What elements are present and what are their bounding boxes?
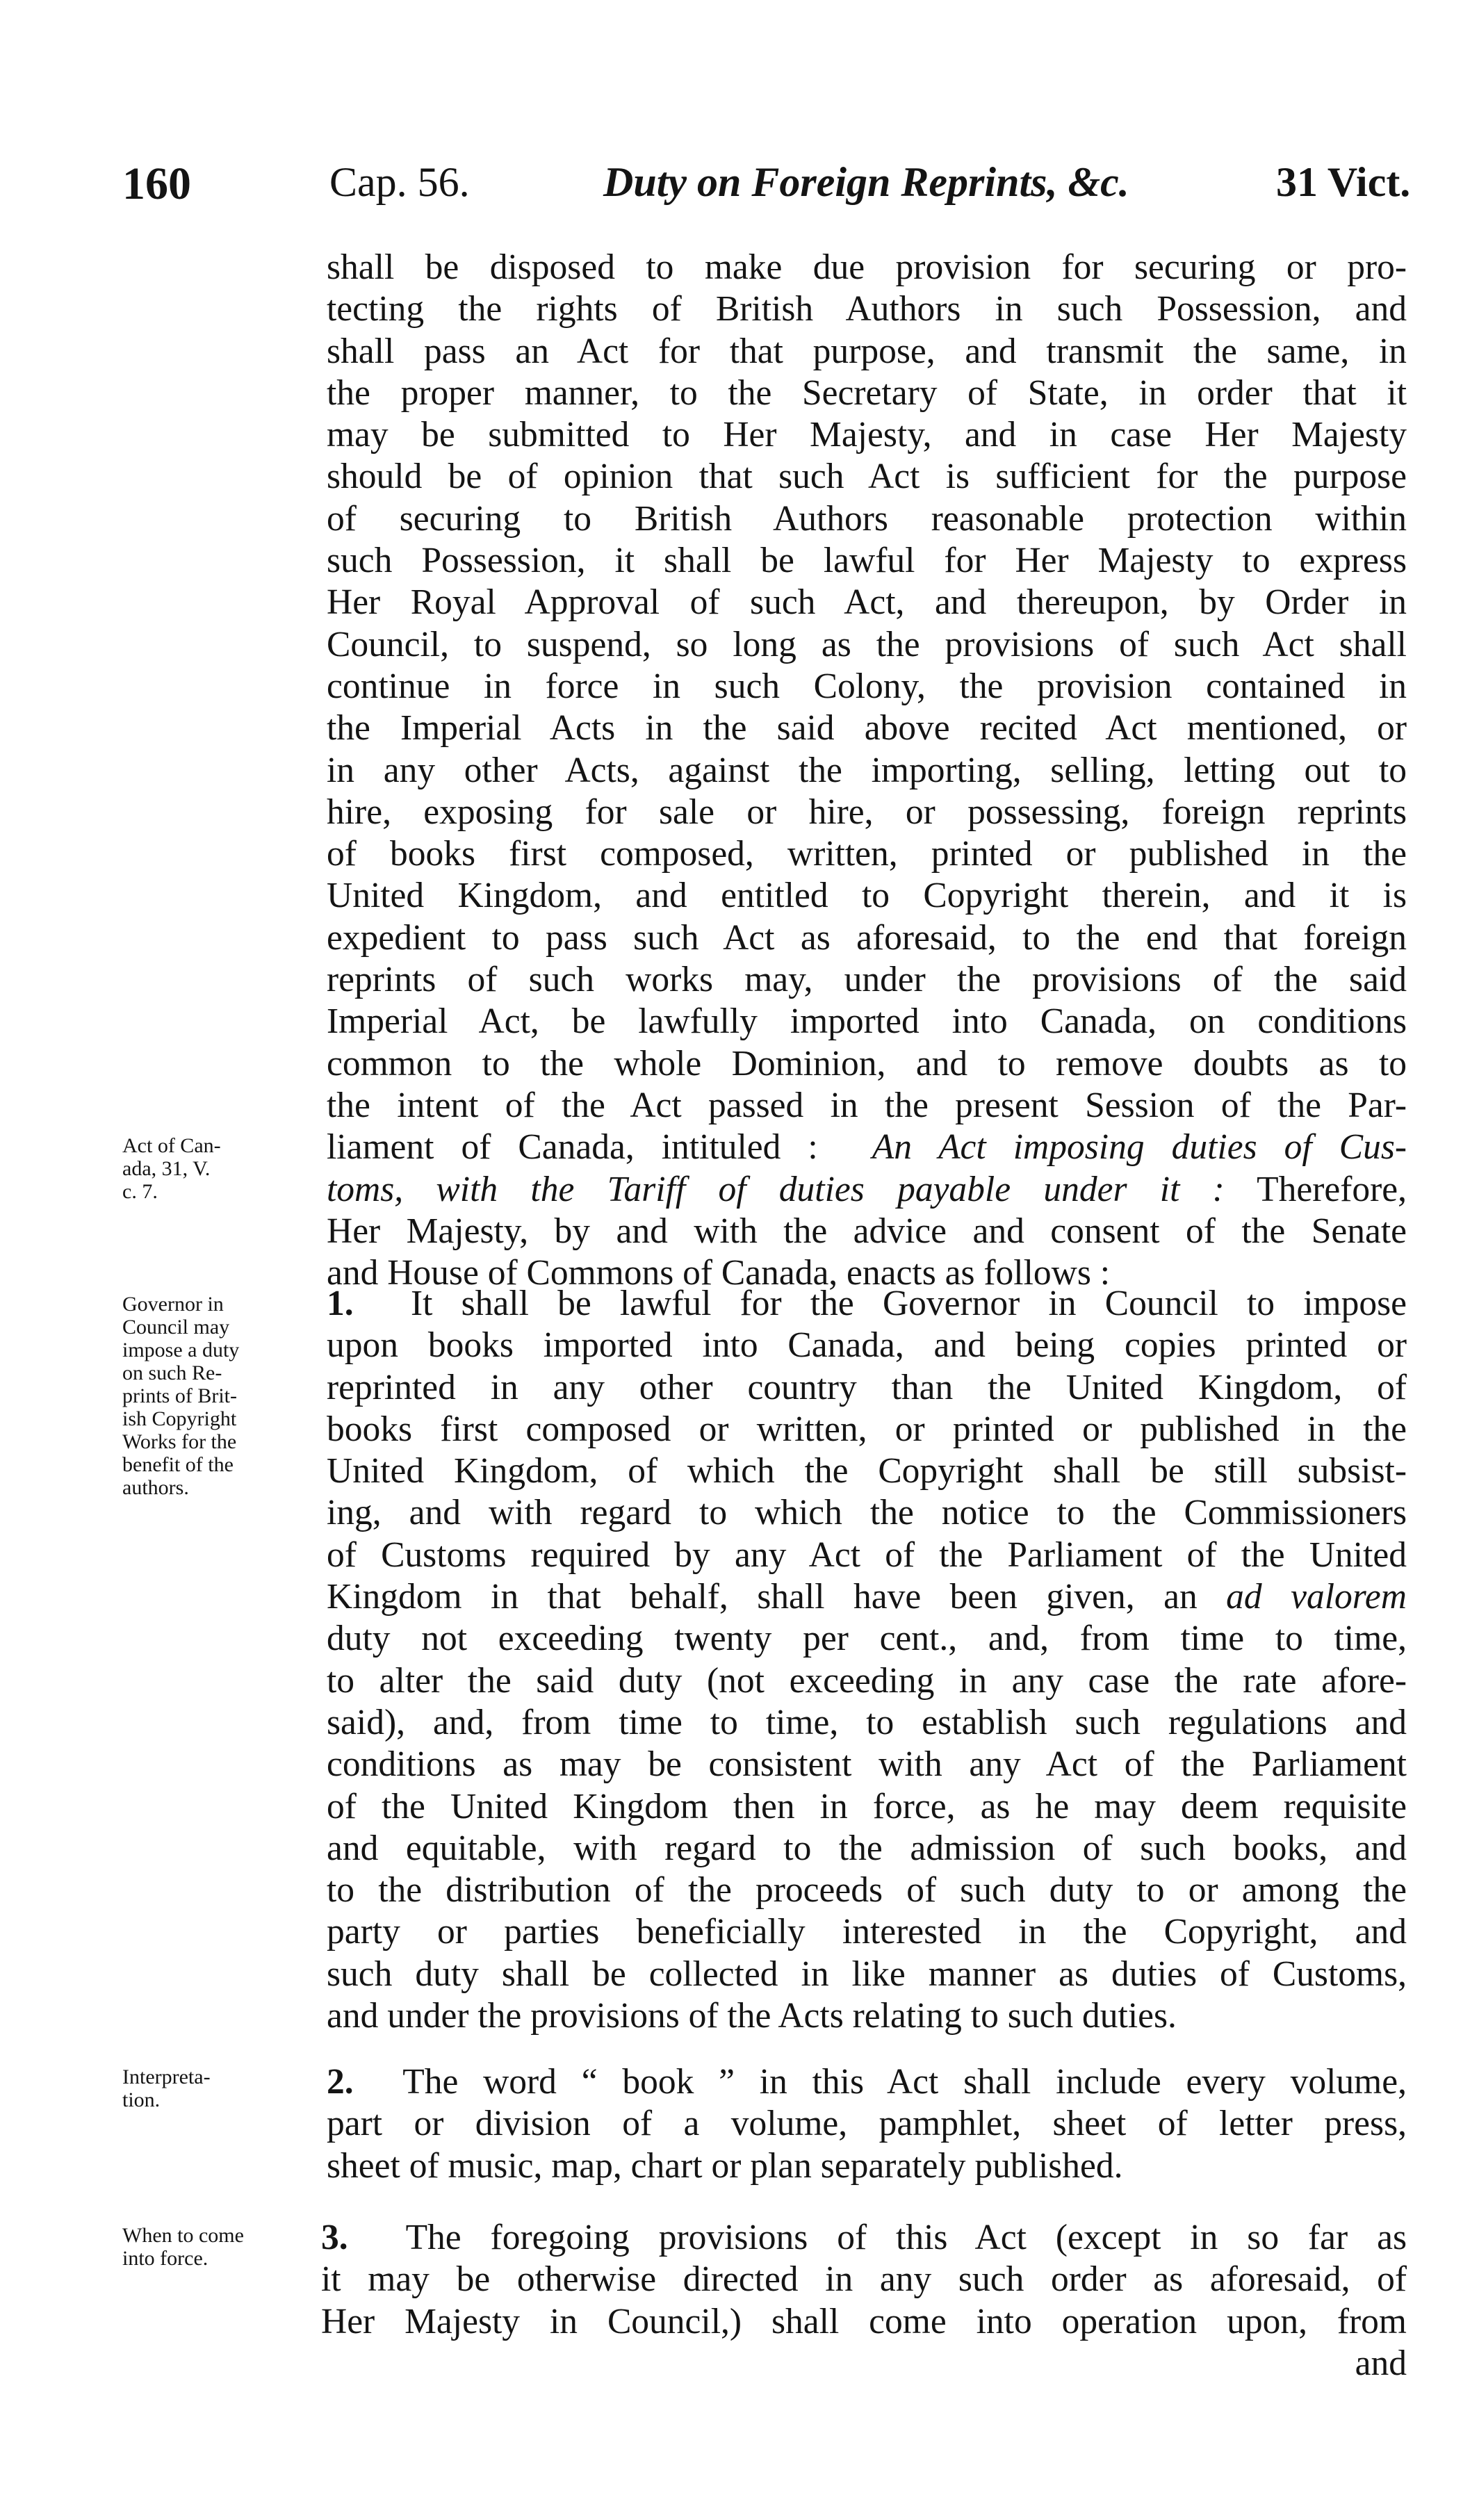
text-line: conditions as may be consistent with any Act of the Parliament xyxy=(327,1744,1407,1785)
running-title: Duty on Foreign Reprints, &c. xyxy=(603,159,1129,205)
text-line: common to the whole Dominion, and to remove doubts as to xyxy=(327,1043,1407,1083)
text-line: it may be otherwise directed in any such order as aforesaid, of xyxy=(321,2259,1407,2300)
text-line: to alter the said duty (not exceeding in any case the rate afore- xyxy=(327,1660,1407,1701)
text-line: ing, and with regard to which the notice to the Commissioners xyxy=(327,1493,1407,1533)
text-line: of the United Kingdom then in force, as he may deem requisite xyxy=(327,1786,1407,1826)
text-line: of securing to British Authors reasonable protection within xyxy=(327,498,1407,539)
text-line: reprints of such works may, under the provisions of the said xyxy=(327,960,1407,1000)
text-line: the proper manner, to the Secretary of State, in order that it xyxy=(327,373,1407,413)
section-number: 2. xyxy=(327,2062,354,2102)
text-line: may be submitted to Her Majesty, and in case Her Majesty xyxy=(327,415,1407,455)
text-line xyxy=(327,1576,1407,1618)
text-line: should be of opinion that such Act is sufficient for the purpose xyxy=(327,457,1407,497)
text-line xyxy=(327,1283,1407,1325)
text-line: to the distribution of the proceeds of such duty to or among the xyxy=(327,1870,1407,1911)
margin-note-when-in-force: When to come into force. xyxy=(122,2224,244,2270)
text-line: part or division of a volume, pamphlet, sheet of letter press, xyxy=(327,2104,1407,2144)
text-fragment: The word “ book ” in this Act shall include every volume, xyxy=(402,2062,1407,2102)
text-line: reprinted in any other country than the United Kingdom, of xyxy=(327,1367,1407,1407)
margin-note-act-of-canada: Act of Can- ada, 31, V. c. 7. xyxy=(122,1134,221,1203)
text-line xyxy=(327,2061,1407,2103)
text-line: Her Majesty in Council,) shall come into operation upon, from xyxy=(321,2301,1407,2341)
section-1 xyxy=(327,1283,1407,2037)
margin-note-governor: Governor in Council may impose a duty on such Re- prints of Brit- ish Copyright Works for the benefit of the authors. xyxy=(122,1293,240,1499)
text-line: the Imperial Acts in the said above recited Act mentioned, or xyxy=(327,708,1407,748)
chapter-number: Cap. 56. xyxy=(329,159,470,205)
text-line: expedient to pass such Act as aforesaid, to the end that foreign xyxy=(327,917,1407,958)
text-line: upon books imported into Canada, and being copies printed or xyxy=(327,1325,1407,1366)
section-2 xyxy=(327,2061,1407,2187)
text-line: sheet of music, map, chart or plan separately published. xyxy=(327,2145,1123,2186)
ad-valorem-italic: ad valorem xyxy=(1226,1577,1407,1617)
text-line: continue in force in such Colony, the provision contained in xyxy=(327,666,1407,706)
text-line: United Kingdom, and entitled to Copyright therein, and it is xyxy=(327,876,1407,916)
section-number: 3. xyxy=(321,2218,348,2257)
catchword: and xyxy=(1355,2343,1407,2383)
text-line: the intent of the Act passed in the present Session of the Par- xyxy=(327,1085,1407,1125)
text-fragment: It shall be lawful for the Governor in Council to impose xyxy=(411,1284,1407,1323)
text-line: of Customs required by any Act of the Parliament of the United xyxy=(327,1535,1407,1575)
text-line: said), and, from time to time, to establish such regulations and xyxy=(327,1702,1407,1742)
text-line: Council, to suspend, so long as the provisions of such Act shall xyxy=(327,624,1407,664)
text-line: such Possession, it shall be lawful for Her Majesty to express xyxy=(327,541,1407,581)
text-line-with-title xyxy=(327,1169,1407,1211)
text-line: shall be disposed to make due provision for securing or pro- xyxy=(327,247,1407,287)
text-line: Her Majesty, by and with the advice and consent of the Senate xyxy=(327,1211,1407,1251)
text-line: such duty shall be collected in like manner as duties of Customs, xyxy=(327,1954,1407,1994)
text-line: shall pass an Act for that purpose, and transmit the same, in xyxy=(327,331,1407,371)
text-line: tecting the rights of British Authors in such Possession, and xyxy=(327,289,1407,329)
text-line: and under the provisions of the Acts relating to such duties. xyxy=(327,1996,1177,2036)
text-line-with-title xyxy=(327,1127,1407,1168)
act-title-italic: toms, with the Tariff of duties payable under it : xyxy=(327,1169,1225,1209)
text-line: duty not exceeding twenty per cent., and, from time to time, xyxy=(327,1619,1407,1659)
text-line xyxy=(321,2217,1407,2259)
text-line: books first composed or written, or printed or published in the xyxy=(327,1409,1407,1449)
text-fragment: The foregoing provisions of this Act (except in so far as xyxy=(405,2218,1407,2257)
section-number: 1. xyxy=(327,1284,354,1323)
text-line: Imperial Act, be lawfully imported into Canada, on conditions xyxy=(327,1001,1407,1042)
margin-note-interpretation: Interpreta- tion. xyxy=(122,2065,211,2111)
text-line: of books first composed, written, printed or published in the xyxy=(327,834,1407,874)
text-line: United Kingdom, of which the Copyright shall be still subsist- xyxy=(327,1451,1407,1491)
text-line: party or parties beneficially interested in the Copyright, and xyxy=(327,1912,1407,1952)
text-line: Her Royal Approval of such Act, and thereupon, by Order in xyxy=(327,582,1407,623)
text-fragment: liament of Canada, intituled : xyxy=(327,1127,818,1168)
text-line: and House of Commons of Canada, enacts as follows : xyxy=(327,1253,1111,1293)
act-title-italic: An Act imposing duties of Cus- xyxy=(872,1127,1407,1168)
regnal-year: 31 Vict. xyxy=(1276,159,1411,205)
section-3 xyxy=(321,2217,1407,2384)
text-line: and equitable, with regard to the admission of such books, and xyxy=(327,1828,1407,1868)
page-number: 160 xyxy=(122,158,191,209)
text-line: hire, exposing for sale or hire, or possessing, foreign reprints xyxy=(327,792,1407,832)
text-fragment: Kingdom in that behalf, shall have been given, an xyxy=(327,1577,1198,1617)
text-line: in any other Acts, against the importing, selling, letting out to xyxy=(327,750,1407,790)
intro-paragraph xyxy=(327,247,1407,1294)
text-fragment: Therefore, xyxy=(1257,1169,1407,1209)
